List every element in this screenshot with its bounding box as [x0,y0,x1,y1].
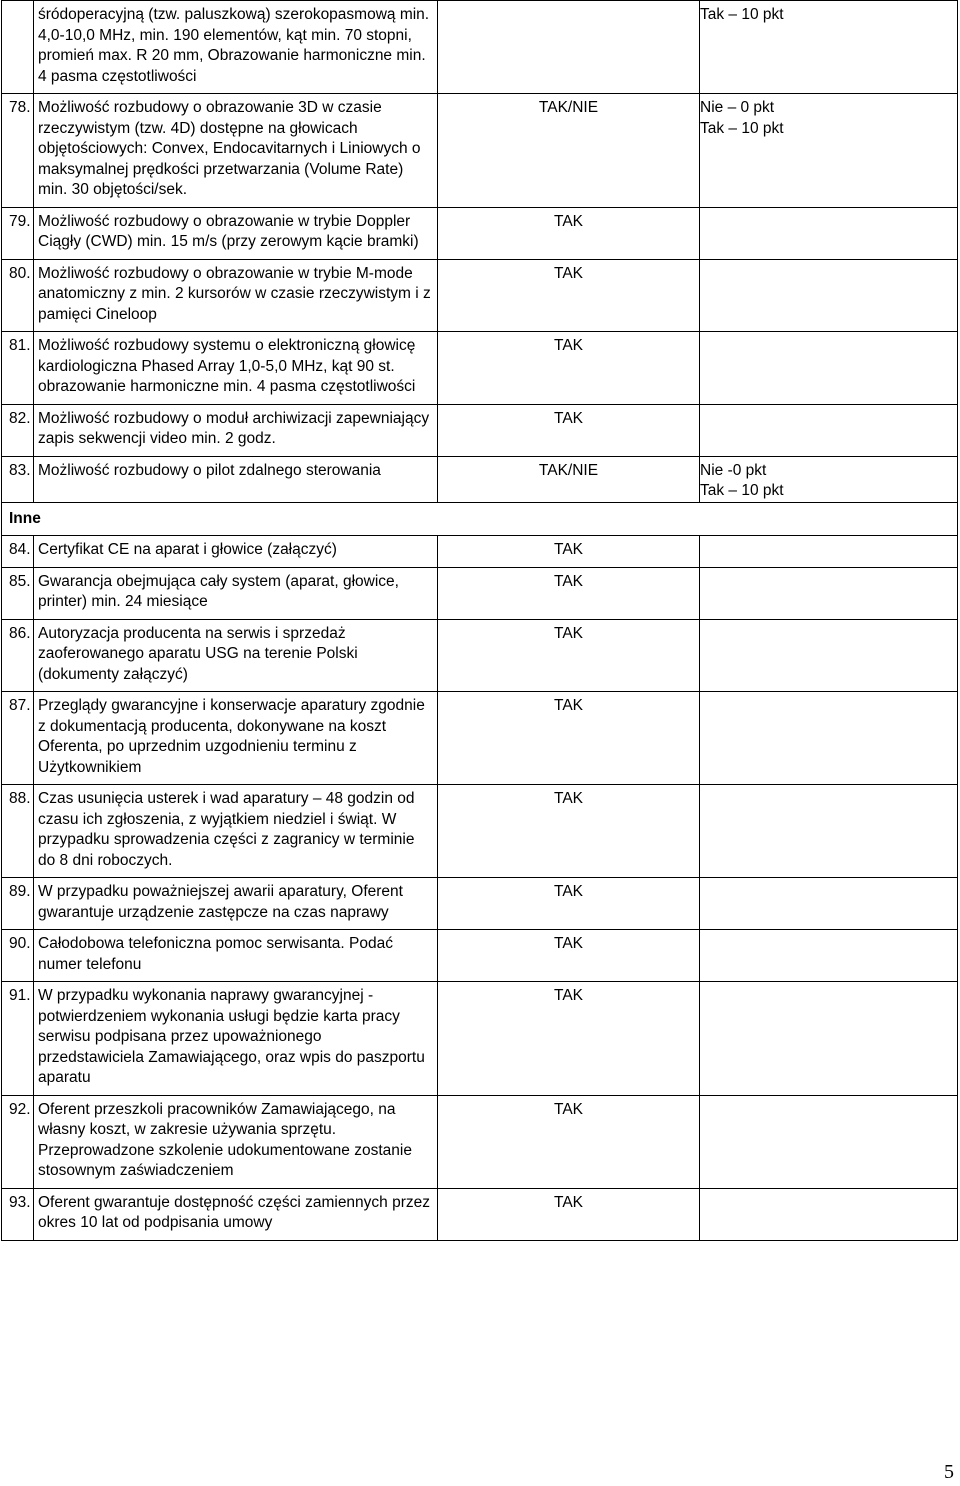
requirement-description [34,567,438,619]
required-value-text: TAK [554,1100,583,1118]
requirement-description [34,619,438,692]
table-row [2,785,958,878]
required-value [438,1095,700,1188]
row-number-text: 90. [9,935,31,952]
row-number [2,785,34,878]
required-value [438,982,700,1096]
scoring-points [700,878,958,930]
required-value [438,619,700,692]
table-row [2,692,958,785]
table-row [2,619,958,692]
row-number [2,1,34,94]
table-row [2,1095,958,1188]
required-value [438,404,700,456]
required-value-text: TAK [554,572,583,590]
scoring-points [700,404,958,456]
required-value-text: TAK/NIE [538,461,599,479]
requirement-description [34,259,438,332]
row-number-text: 78. [9,99,31,116]
required-value-text: TAK [554,935,583,952]
row-number [2,878,34,930]
row-number-text: 79. [9,212,31,230]
requirement-description [34,456,438,502]
row-number [2,982,34,1096]
row-number [2,404,34,456]
scoring-points [700,207,958,259]
requirement-description-text: Możliwość rozbudowy o obrazowanie 3D w czasie rzeczywistym (tzw. 4D) dostępne na głowicach objętościowych: Convex, Endocavitarnych i Liniowych o maksymalnej prędkości przetwarzania (Volume Rate) min. 30 objętości/sek. [38,99,421,198]
requirement-description [34,692,438,785]
requirement-description [34,930,438,982]
table-row [2,259,958,332]
requirement-description [34,1095,438,1188]
table-row [2,536,958,568]
required-value-text: TAK [554,264,583,282]
required-value-text: TAK [554,883,583,900]
required-value [438,1,700,94]
required-value-text: TAK [554,541,583,558]
row-number-text: 86. [9,624,31,642]
required-value [438,1188,700,1240]
section-header-row [2,502,958,536]
requirement-description [34,536,438,568]
row-number [2,332,34,405]
row-number [2,619,34,692]
requirement-description [34,982,438,1096]
scoring-points [700,619,958,692]
row-number-text: 88. [9,790,31,807]
page-number: 5 [944,1461,954,1483]
requirement-description [34,404,438,456]
row-number [2,536,34,568]
row-number [2,567,34,619]
requirement-description-text: Przeglądy gwarancyjne i konserwacje aparatury zgodnie z dokumentacją producenta, dokonywane na koszt Oferenta, po uprzednim uzgodnieniu terminu z Użytkownikiem [38,697,425,776]
row-number [2,692,34,785]
requirement-description-text: W przypadku wykonania naprawy gwarancyjnej - potwierdzeniem wykonania usługi będzie karta pracy serwisu podpisana przez upoważnionego przedstawiciela Zamawiającego, oraz wpis do paszportu aparatu [38,987,425,1086]
scoring-points [700,1095,958,1188]
scoring-points [700,94,958,208]
row-number-text: 91. [9,987,31,1004]
required-value-text: TAK [554,212,583,230]
required-value [438,692,700,785]
scoring-points-text: Nie -0 pkt Tak – 10 pkt [700,461,784,499]
required-value-text: TAK [554,987,583,1004]
requirement-description-text: Oferent gwarantuje dostępność części zamiennych przez okres 10 lat od podpisania umowy [38,1193,431,1231]
requirement-description [34,1,438,94]
row-number-text: 80. [9,264,31,282]
required-value [438,930,700,982]
required-value-text: TAK [554,1193,583,1211]
row-number-text: 93. [9,1193,31,1211]
required-value-text: TAK/NIE [538,99,599,116]
scoring-points [700,259,958,332]
table-row [2,982,958,1096]
scoring-points [700,567,958,619]
requirement-description-text: Gwarancja obejmująca cały system (aparat, głowice, printer) min. 24 miesiące [38,572,399,610]
required-value [438,94,700,208]
scoring-points-text: Tak – 10 pkt [700,6,784,23]
scoring-points [700,930,958,982]
table-row [2,1188,958,1240]
requirement-description-text: Całodobowa telefoniczna pomoc serwisanta. Podać numer telefonu [38,935,393,973]
table-row [2,94,958,208]
requirement-description [34,785,438,878]
required-value [438,878,700,930]
section-title: Inne [2,502,958,536]
requirement-description-text: Możliwość rozbudowy o moduł archiwizacji zapewniający zapis sekwencji video min. 2 godz. [38,409,430,447]
row-number-text: 85. [9,572,31,590]
table-row [2,207,958,259]
required-value [438,207,700,259]
row-number-text: 87. [9,697,31,714]
row-number [2,456,34,502]
requirement-description-text: Autoryzacja producenta na serwis i sprzedaż zaoferowanego aparatu USG na terenie Polski (dokumenty załączyć) [38,624,358,683]
requirement-description [34,207,438,259]
requirement-description-text: Możliwość rozbudowy o pilot zdalnego sterowania [38,461,381,479]
scoring-points [700,536,958,568]
required-value-text: TAK [554,624,583,642]
requirement-description-text: Certyfikat CE na aparat i głowice (załączyć) [38,541,337,558]
requirement-description-text: Możliwość rozbudowy o obrazowanie w trybie Doppler Ciągły (CWD) min. 15 m/s (przy zerowym kącie bramki) [38,212,419,250]
requirement-description [34,332,438,405]
requirement-description-text: śródoperacyjną (tzw. paluszkową) szerokopasmową min. 4,0-10,0 MHz, min. 190 elementów, kąt min. 70 stopni, promień max. R 20 mm, Obrazowanie harmoniczne min. 4 pasma częstotliwości [38,6,430,85]
required-value [438,567,700,619]
row-number [2,930,34,982]
required-value [438,332,700,405]
required-value-text: TAK [554,337,583,354]
scoring-points [700,982,958,1096]
required-value [438,259,700,332]
row-number [2,1095,34,1188]
row-number [2,94,34,208]
row-number [2,259,34,332]
requirement-description-text: Czas usunięcia usterek i wad aparatury – 48 godzin od czasu ich zgłoszenia, z wyjątkiem niedziel i świąt. W przypadku sprowadzenia części z zagranicy w terminie do 8 dni roboczych. [38,790,415,869]
row-number-text: 82. [9,409,31,427]
required-value-text: TAK [554,409,583,427]
row-number [2,1188,34,1240]
scoring-points [700,785,958,878]
requirement-description-text: W przypadku poważniejszej awarii aparatury, Oferent gwarantuje urządzenie zastępcze na czas naprawy [38,883,403,921]
requirement-description-text: Możliwość rozbudowy systemu o elektroniczną głowicę kardiologiczna Phased Array 1,0-5,0 MHz, kąt 90 st. obrazowanie harmoniczne min. 4 pasma częstotliwości [38,337,416,395]
row-number [2,207,34,259]
requirement-description-text: Możliwość rozbudowy o obrazowanie w trybie M-mode anatomiczny z min. 2 kursorów w czasie rzeczywistym i z pamięci Cineloop [38,264,431,323]
required-value [438,536,700,568]
scoring-points [700,1188,958,1240]
scoring-points [700,332,958,405]
requirement-description [34,94,438,208]
table-row [2,332,958,405]
scoring-points-text: Nie – 0 pkt Tak – 10 pkt [700,99,784,137]
row-number-text: 89. [9,883,31,900]
table-row [2,404,958,456]
row-number-text: 92. [9,1100,31,1118]
row-number-text: 81. [9,337,31,354]
scoring-points [700,456,958,502]
table-row [2,878,958,930]
required-value [438,456,700,502]
row-number-text: 84. [9,541,31,558]
requirement-description-text: Oferent przeszkoli pracowników Zamawiającego, na własny koszt, w zakresie używania sprzętu. Przeprowadzone szkolenie udokumentowane zostanie stosownym zaświadczeniem [38,1100,412,1179]
scoring-points [700,1,958,94]
scoring-points [700,692,958,785]
required-value [438,785,700,878]
requirement-description [34,1188,438,1240]
row-number-text: 83. [9,461,31,479]
requirement-description [34,878,438,930]
table-row [2,456,958,502]
required-value-text: TAK [554,790,583,807]
table-row [2,930,958,982]
table-row [2,1,958,94]
required-value-text: TAK [554,697,583,714]
specification-table [1,0,958,1241]
table-row [2,567,958,619]
